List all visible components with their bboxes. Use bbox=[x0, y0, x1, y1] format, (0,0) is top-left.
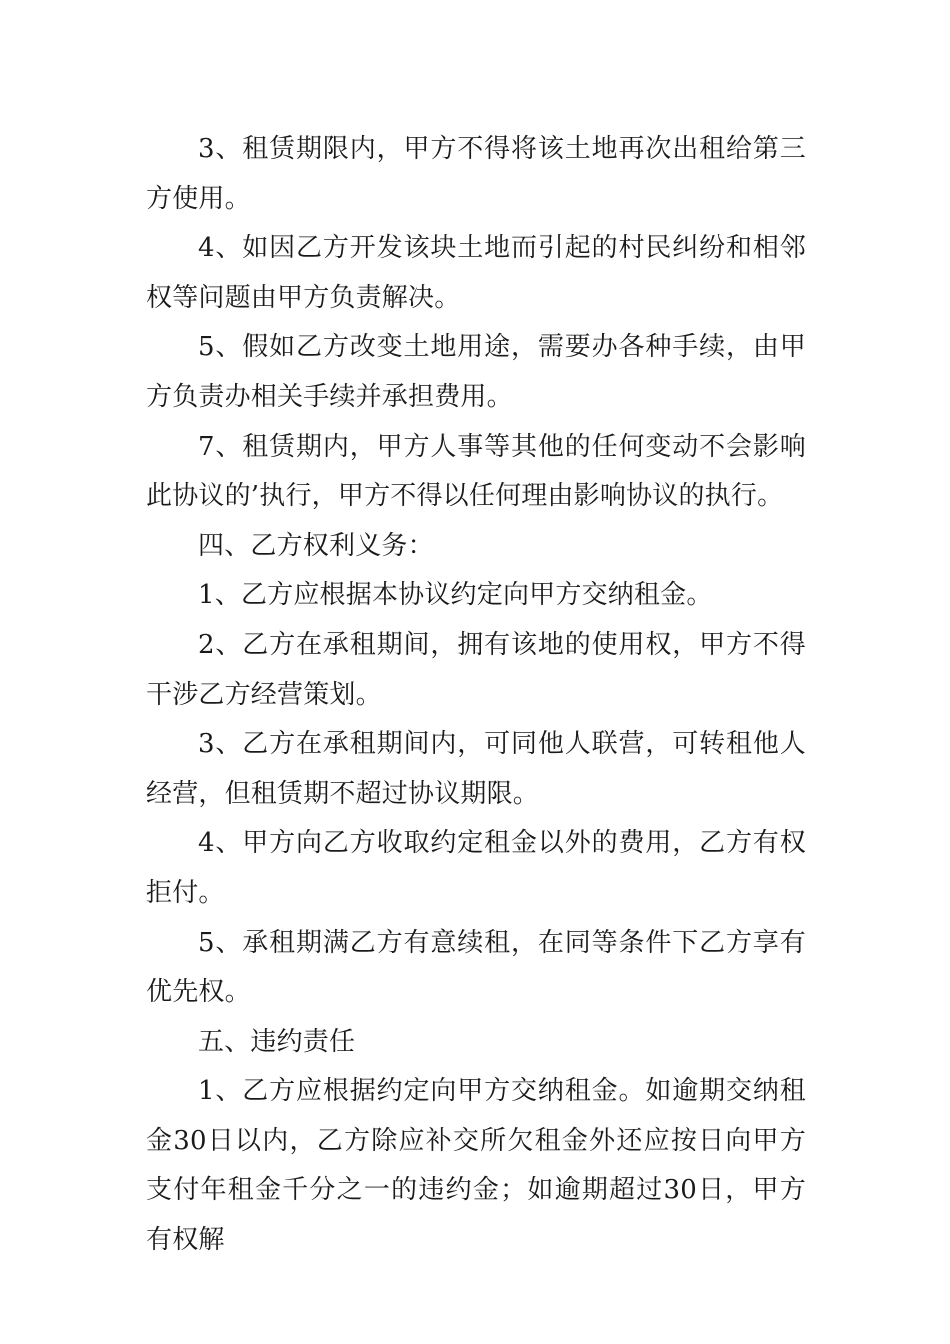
paragraph: 5、承租期满乙方有意续租，在同等条件下乙方享有优先权。 bbox=[146, 927, 806, 1008]
paragraph: 7、租赁期内，甲方人事等其他的任何变动不会影响此协议的’执行，甲方不得以任何理由影响协议的执行。 bbox=[146, 431, 806, 512]
paragraph: 3、乙方在承租期间内，可同他人联营，可转租他人经营，但租赁期不超过协议期限。 bbox=[146, 729, 806, 809]
paragraph: 4、甲方向乙方收取约定租金以外的费用，乙方有权拒付。 bbox=[146, 828, 806, 908]
paragraph: 2、乙方在承租期间，拥有该地的使用权，甲方不得干涉乙方经营策划。 bbox=[146, 629, 806, 710]
paragraph: 1、乙方应根据本协议约定向甲方交纳租金。 bbox=[198, 580, 713, 611]
paragraph: 3、租赁期限内，甲方不得将该土地再次出租给第三方使用。 bbox=[146, 134, 806, 214]
paragraph: 1、乙方应根据约定向甲方交纳租金。如逾期交纳租金30日以内，乙方除应补交所欠租金外还应按日向甲方支付年租金千分之一的违约金；如逾期超过30日，甲方有权解 bbox=[146, 1076, 806, 1256]
section-heading: 五、违约责任 bbox=[198, 1026, 356, 1057]
document-body bbox=[146, 125, 806, 1266]
paragraph: 5、假如乙方改变土地用途，需要办各种手续，由甲方负责办相关手续并承担费用。 bbox=[146, 332, 806, 412]
paragraph: 4、如因乙方开发该块土地而引起的村民纠纷和相邻权等问题由甲方负责解决。 bbox=[146, 233, 806, 313]
section-heading: 四、乙方权利义务： bbox=[198, 530, 434, 561]
